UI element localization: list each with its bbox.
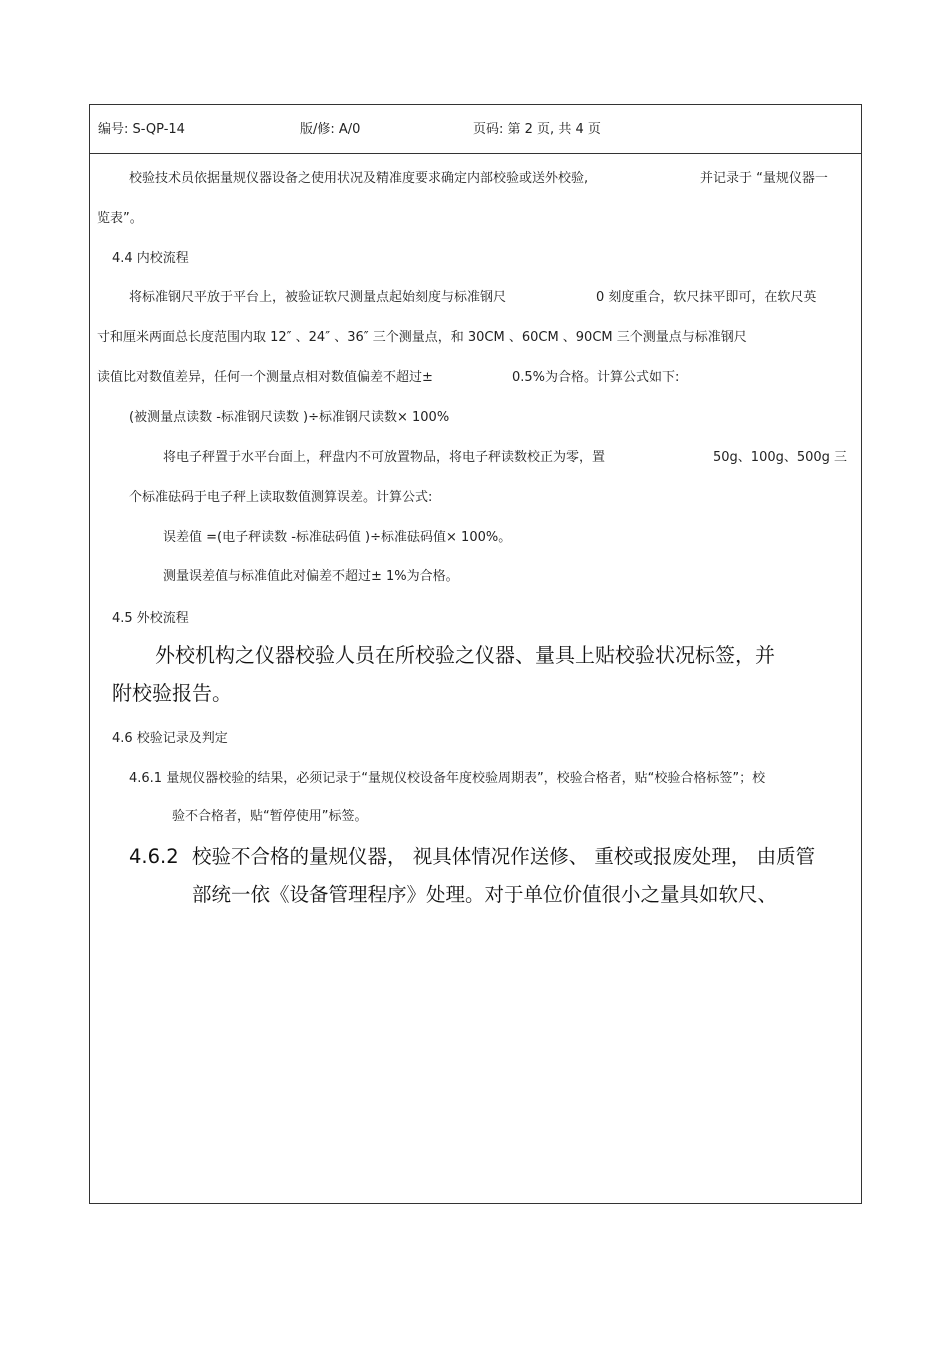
heading-4-5: 4.5 外校流程 bbox=[112, 611, 189, 626]
para-462-number: 4.6.2 bbox=[129, 845, 179, 868]
para-2-line-3a: 读值比对数值差异，任何一个测量点相对数值偏差不超过± bbox=[97, 370, 433, 385]
page-number: 页码: 第 2 页, 共 4 页 bbox=[473, 122, 601, 137]
para-5-line-1: 外校机构之仪器校验人员在所校验之仪器、量具上贴校验状况标签，并 bbox=[155, 643, 775, 667]
para-3-line-1b: 50g、100g、500g 三 bbox=[713, 450, 848, 465]
heading-4-6: 4.6 校验记录及判定 bbox=[112, 731, 228, 746]
para-2-line-3b: 0.5%为合格。计算公式如下: bbox=[512, 370, 680, 385]
para-462-line-2: 部统一依《设备管理程序》处理。对于单位价值很小之量具如软尺、 bbox=[192, 883, 778, 906]
para-462-line-1: 校验不合格的量规仪器， 视具体情况作送修、 重校或报废处理， 由质管 bbox=[192, 845, 816, 868]
para-1-line-2: 览表”。 bbox=[97, 211, 143, 226]
para-1-line-1a: 校验技术员依据量规仪器设备之使用状况及精准度要求确定内部校验或送外校验, bbox=[129, 171, 589, 186]
para-461-line-1: 4.6.1 量规仪器校验的结果，必须记录于“量规仪校设备年度校验周期表”，校验合格者，贴“校验合格标签”；校 bbox=[129, 771, 766, 786]
para-1-line-1b: 并记录于 “量规仪器一 bbox=[700, 171, 828, 186]
para-2-line-1a: 将标准钢尺平放于平台上，被验证软尺测量点起始刻度与标准钢尺 bbox=[129, 290, 507, 305]
heading-4-4: 4.4 内校流程 bbox=[112, 251, 189, 266]
para-5-line-2: 附校验报告。 bbox=[112, 681, 232, 705]
para-2-line-2: 寸和厘米两面总长度范围内取 12″ 、24″ 、36″ 三个测量点，和 30CM 、60CM 、90CM 三个测量点与标准钢尺 bbox=[97, 330, 747, 345]
document-header bbox=[90, 105, 861, 154]
revision: 版/修: A/0 bbox=[300, 122, 361, 137]
doc-number: 编号: S-QP-14 bbox=[98, 122, 185, 137]
para-4: 测量误差值与标准值此对偏差不超过± 1%为合格。 bbox=[163, 569, 459, 584]
para-3-line-1a: 将电子秤置于水平台面上，秤盘内不可放置物品，将电子秤读数校正为零，置 bbox=[163, 450, 606, 465]
para-3-line-2: 个标准砝码于电子秤上读取数值测算误差。计算公式: bbox=[129, 490, 433, 505]
para-461-line-2: 验不合格者，贴“暂停使用”标签。 bbox=[172, 809, 368, 824]
formula-1: (被测量点读数 -标准钢尺读数 )÷标准钢尺读数× 100% bbox=[129, 410, 450, 425]
formula-2: 误差值 =(电子秤读数 -标准砝码值 )÷标准砝码值× 100%。 bbox=[163, 530, 512, 545]
para-2-line-1b: 0 刻度重合，软尺抹平即可，在软尺英 bbox=[596, 290, 817, 305]
